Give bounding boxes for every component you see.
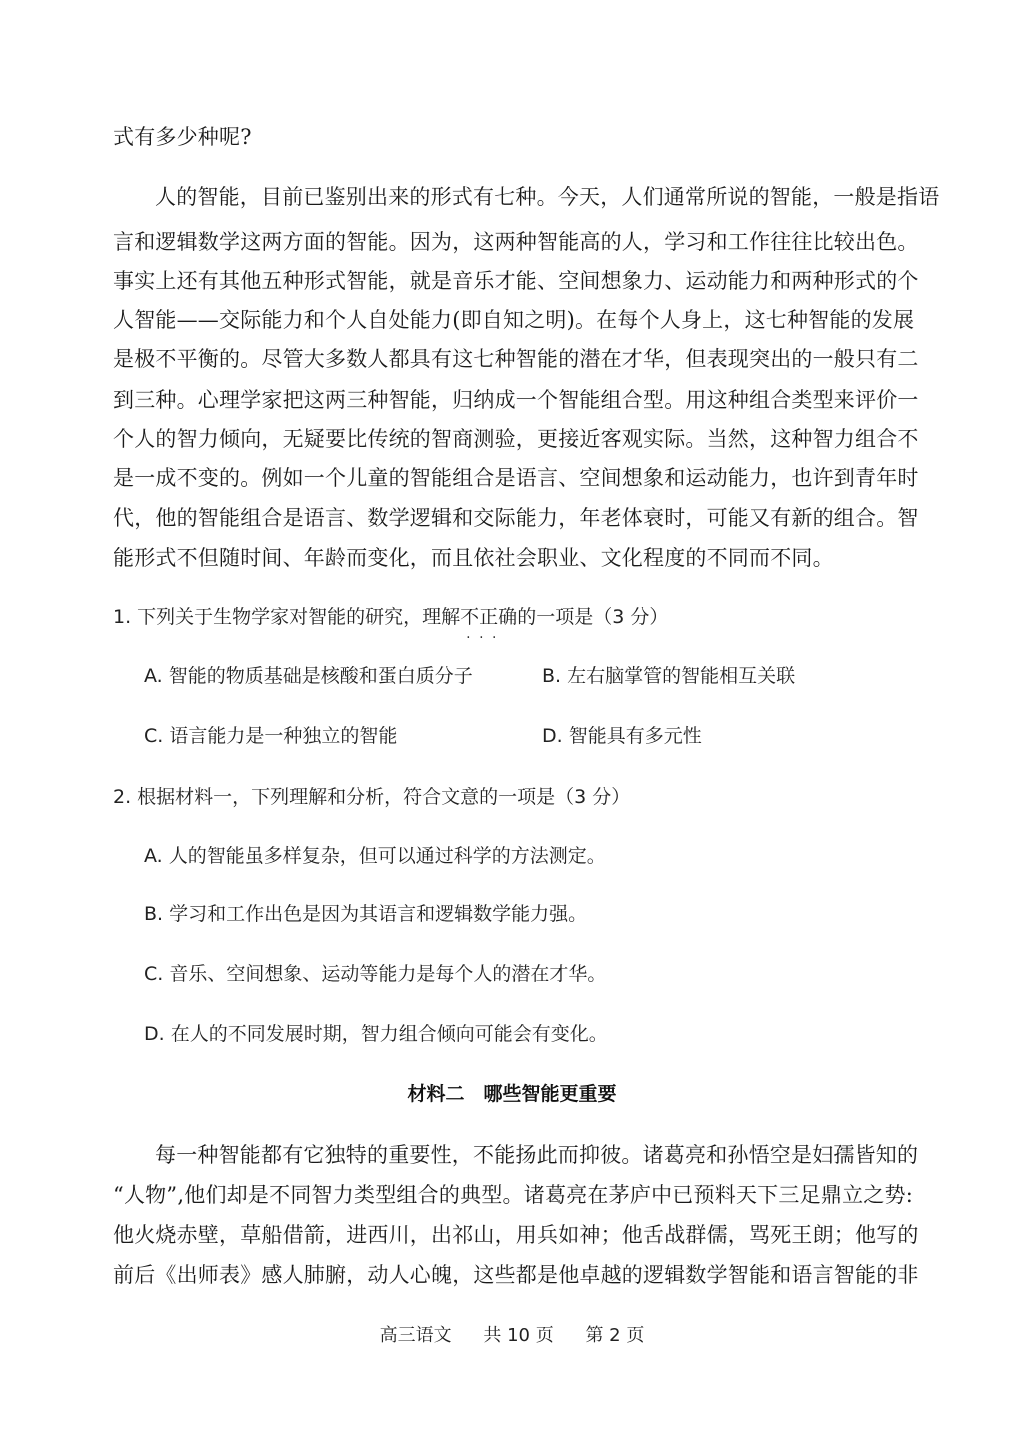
question-1-option-b: B. 左右脑掌管的智能相互关联	[542, 665, 796, 687]
question-1-stem	[113, 603, 668, 631]
passage-line: 代，他的智能组合是语言、数学逻辑和交际能力，年老体衰时，可能又有新的组合。智	[113, 506, 919, 530]
question-1-option-d: D. 智能具有多元性	[542, 725, 702, 747]
question-2-option-a: A. 人的智能虽多样复杂，但可以通过科学的方法测定。	[144, 845, 606, 867]
passage-line: 到三种。心理学家把这两三种智能，归纳成一个智能组合型。用这种组合类型来评价一	[113, 388, 919, 412]
passage-line: 人的智能，目前已鉴别出来的形式有七种。今天，人们通常所说的智能，一般是指语	[155, 185, 940, 209]
section-2-title: 材料二 哪些智能更重要	[407, 1083, 617, 1105]
passage-line: 是极不平衡的。尽管大多数人都具有这七种智能的潜在才华，但表现突出的一般只有二	[113, 347, 919, 371]
passage-line: 能形式不但随时间、年龄而变化，而且依社会职业、文化程度的不同而不同。	[113, 546, 834, 570]
footer-page-number: 第 2 页	[585, 1325, 645, 1346]
question-2-option-b: B. 学习和工作出色是因为其语言和逻辑数学能力强。	[144, 903, 588, 925]
passage-line: 言和逻辑数学这两方面的智能。因为，这两种智能高的人，学习和工作往往比较出色。	[113, 230, 919, 254]
question-1-emphasis: 不正确 · · ·	[460, 606, 517, 628]
passage-line: 是一成不变的。例如一个儿童的智能组合是语言、空间想象和运动能力，也许到青年时	[113, 466, 919, 490]
question-2-stem: 2. 根据材料一，下列理解和分析，符合文意的一项是（3 分）	[113, 786, 631, 808]
passage-line: 事实上还有其他五种形式智能，就是音乐才能、空间想象力、运动能力和两种形式的个	[113, 269, 919, 293]
page-footer	[0, 1323, 1024, 1349]
question-2-option-d: D. 在人的不同发展时期，智力组合倾向可能会有变化。	[144, 1023, 608, 1045]
passage-line: 前后《出师表》感人肺腑，动人心魄，这些都是他卓越的逻辑数学智能和语言智能的非	[113, 1263, 919, 1287]
footer-subject: 高三语文	[379, 1325, 452, 1346]
question-1-stem-before: 1. 下列关于生物学家对智能的研究，理解	[113, 606, 461, 628]
passage-line: 式有多少种呢?	[113, 125, 252, 149]
question-2-option-c: C. 音乐、空间想象、运动等能力是每个人的潜在才华。	[144, 963, 607, 985]
passage-line: 他火烧赤壁，草船借箭，进西川，出祁山，用兵如神；他舌战群儒，骂死王朗；他写的	[113, 1223, 919, 1247]
passage-line: 人智能——交际能力和个人自处能力(即自知之明)。在每个人身上，这七种智能的发展	[113, 308, 915, 332]
question-1-option-c: C. 语言能力是一种独立的智能	[144, 725, 398, 747]
passage-line: “人物”,他们却是不同智力类型组合的典型。诸葛亮在茅庐中已预料天下三足鼎立之势:	[113, 1183, 913, 1207]
question-1-option-a: A. 智能的物质基础是核酸和蛋白质分子	[144, 665, 473, 687]
question-1-stem-after: 的一项是（3 分）	[517, 606, 669, 628]
passage-line: 个人的智力倾向，无疑要比传统的智商测验，更接近客观实际。当然，这种智力组合不	[113, 427, 919, 451]
passage-line: 每一种智能都有它独特的重要性，不能扬此而抑彼。诸葛亮和孙悟空是妇孺皆知的	[155, 1143, 919, 1167]
footer-total-pages: 共 10 页	[483, 1325, 554, 1346]
